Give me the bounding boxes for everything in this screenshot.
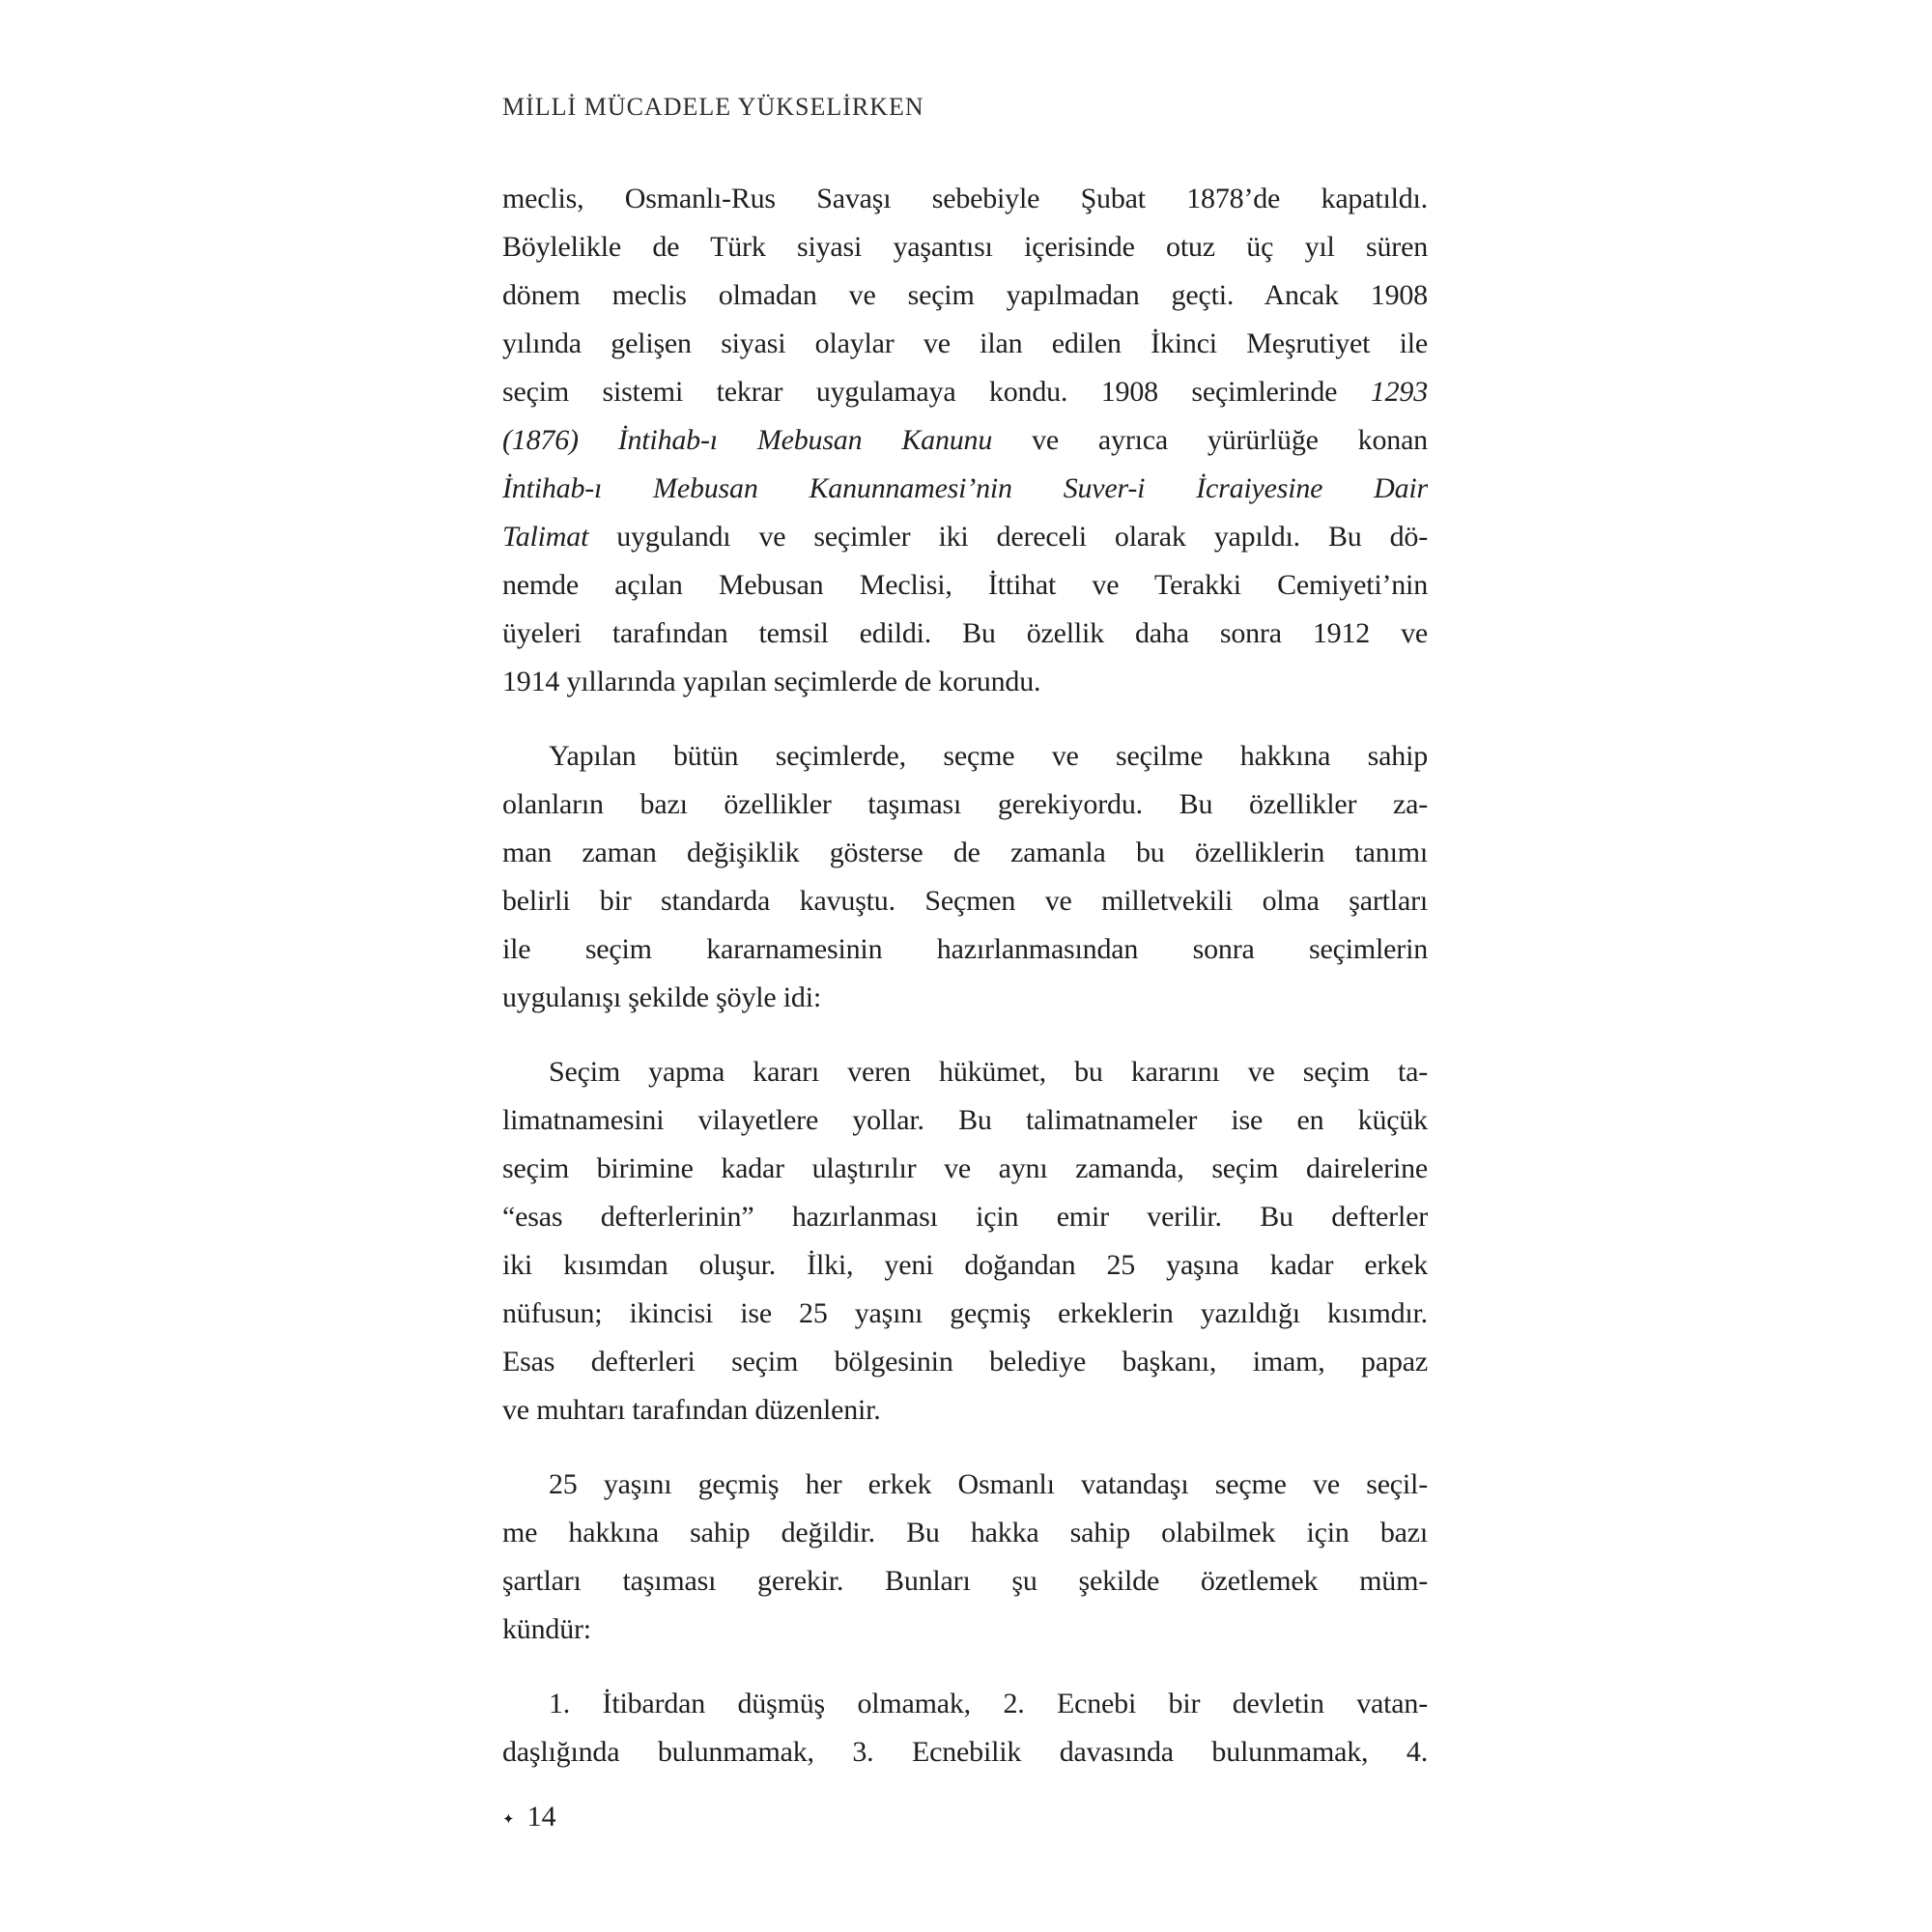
text-segment: “esas defterlerinin” hazırlanması için emir verilir. Bu defterler <box>502 1201 1428 1233</box>
text-line <box>502 175 1428 223</box>
text-line <box>502 271 1428 320</box>
text-segment: seçim birimine kadar ulaştırılır ve aynı zamanda, seçim dairelerine <box>502 1152 1428 1184</box>
text-segment: şartları taşıması gerekir. Bunları şu şekilde özetlemek müm- <box>502 1565 1428 1597</box>
text-line <box>502 1193 1428 1241</box>
text-segment: uygulandı ve seçimler iki dereceli olarak yapıldı. Bu dö- <box>588 521 1428 553</box>
text-segment: üyeleri tarafından temsil edildi. Bu özellik daha sonra 1912 ve <box>502 617 1428 649</box>
text-segment: ve muhtarı tarafından düzenlenir. <box>502 1394 881 1426</box>
text-line <box>502 465 1428 513</box>
text-line <box>502 368 1428 416</box>
text-segment: uygulanışı şekilde şöyle idi: <box>502 981 822 1013</box>
text-segment: Yapılan bütün seçimlerde, seçme ve seçilme hakkına sahip <box>549 740 1428 772</box>
text-segment: meclis, Osmanlı-Rus Savaşı sebebiyle Şubat 1878’de kapatıldı. <box>502 183 1428 214</box>
italic-text-segment: 1293 <box>1370 376 1428 408</box>
text-segment: Böylelikle de Türk siyasi yaşantısı içerisinde otuz üç yıl süren <box>502 231 1428 263</box>
text-segment: Esas defterleri seçim bölgesinin belediye başkanı, imam, papaz <box>502 1346 1428 1378</box>
text-line <box>502 658 1428 706</box>
text-segment: limatnamesini vilayetlere yollar. Bu talimatnameler ise en küçük <box>502 1104 1428 1136</box>
text-segment: kündür: <box>502 1613 591 1645</box>
text-segment: dönem meclis olmadan ve seçim yapılmadan geçti. Ancak 1908 <box>502 279 1428 311</box>
paragraph <box>502 1461 1428 1654</box>
text-segment: man zaman değişiklik gösterse de zamanla bu özelliklerin tanımı <box>502 837 1428 868</box>
text-line <box>502 877 1428 925</box>
paragraph <box>502 1680 1428 1776</box>
text-segment: olanların bazı özellikler taşıması gerekiyordu. Bu özellikler za- <box>502 788 1428 820</box>
text-line <box>502 829 1428 877</box>
paragraph <box>502 175 1428 706</box>
diamond-ornament-icon: ✦ <box>502 1810 515 1828</box>
text-line <box>502 1290 1428 1338</box>
text-segment: seçim sistemi tekrar uygulamaya kondu. 1908 seçimlerinde <box>502 376 1371 408</box>
paragraph <box>502 732 1428 1022</box>
text-line <box>502 1728 1428 1776</box>
text-line <box>502 561 1428 610</box>
text-line <box>502 1386 1428 1435</box>
running-header: MİLLİ MÜCADELE YÜKSELİRKEN <box>502 93 924 121</box>
text-segment: me hakkına sahip değildir. Bu hakka sahip olabilmek için bazı <box>502 1517 1428 1548</box>
text-line <box>502 610 1428 658</box>
text-segment: ile seçim kararnamesinin hazırlanmasından sonra seçimlerin <box>502 933 1428 965</box>
text-segment: daşlığında bulunmamak, 3. Ecnebilik davasında bulunmamak, 4. <box>502 1736 1428 1768</box>
text-line <box>502 1048 1428 1096</box>
text-line <box>502 925 1428 974</box>
text-segment: yılında gelişen siyasi olaylar ve ilan edilen İkinci Meşrutiyet ile <box>502 327 1428 359</box>
text-segment: 1. İtibardan düşmüş olmamak, 2. Ecnebi bir devletin vatan- <box>549 1688 1428 1719</box>
text-line <box>502 1096 1428 1145</box>
text-line <box>502 1338 1428 1386</box>
text-line <box>502 320 1428 368</box>
text-line <box>502 1461 1428 1509</box>
page-footer <box>502 1801 556 1833</box>
text-block <box>502 175 1428 1776</box>
text-segment: 25 yaşını geçmiş her erkek Osmanlı vatandaşı seçme ve seçil- <box>549 1468 1428 1500</box>
text-segment: nüfusun; ikincisi ise 25 yaşını geçmiş erkeklerin yazıldığı kısımdır. <box>502 1297 1428 1329</box>
text-segment: Seçim yapma kararı veren hükümet, bu kararını ve seçim ta- <box>549 1056 1428 1088</box>
italic-text-segment: (1876) İntihab-ı Mebusan Kanunu <box>502 424 993 456</box>
text-segment: iki kısımdan oluşur. İlki, yeni doğandan 25 yaşına kadar erkek <box>502 1249 1428 1281</box>
text-line <box>502 513 1428 561</box>
text-segment: ve ayrıca yürürlüğe konan <box>992 424 1428 456</box>
text-line <box>502 1557 1428 1605</box>
text-line <box>502 416 1428 465</box>
italic-text-segment: Talimat <box>502 521 589 553</box>
text-line <box>502 781 1428 829</box>
text-line <box>502 223 1428 271</box>
text-line <box>502 732 1428 781</box>
text-line <box>502 1680 1428 1728</box>
text-segment: nemde açılan Mebusan Meclisi, İttihat ve Terakki Cemiyeti’nin <box>502 569 1428 601</box>
text-line <box>502 1605 1428 1654</box>
text-line <box>502 1509 1428 1557</box>
text-line <box>502 1241 1428 1290</box>
text-line <box>502 974 1428 1022</box>
text-line <box>502 1145 1428 1193</box>
text-segment: belirli bir standarda kavuştu. Seçmen ve milletvekili olma şartları <box>502 885 1428 917</box>
text-segment: 1914 yıllarında yapılan seçimlerde de korundu. <box>502 666 1041 697</box>
italic-text-segment: İntihab-ı Mebusan Kanunnamesi’nin Suver-i İcraiyesine Dair <box>502 472 1428 504</box>
paragraph <box>502 1048 1428 1435</box>
page-number: 14 <box>526 1801 556 1833</box>
